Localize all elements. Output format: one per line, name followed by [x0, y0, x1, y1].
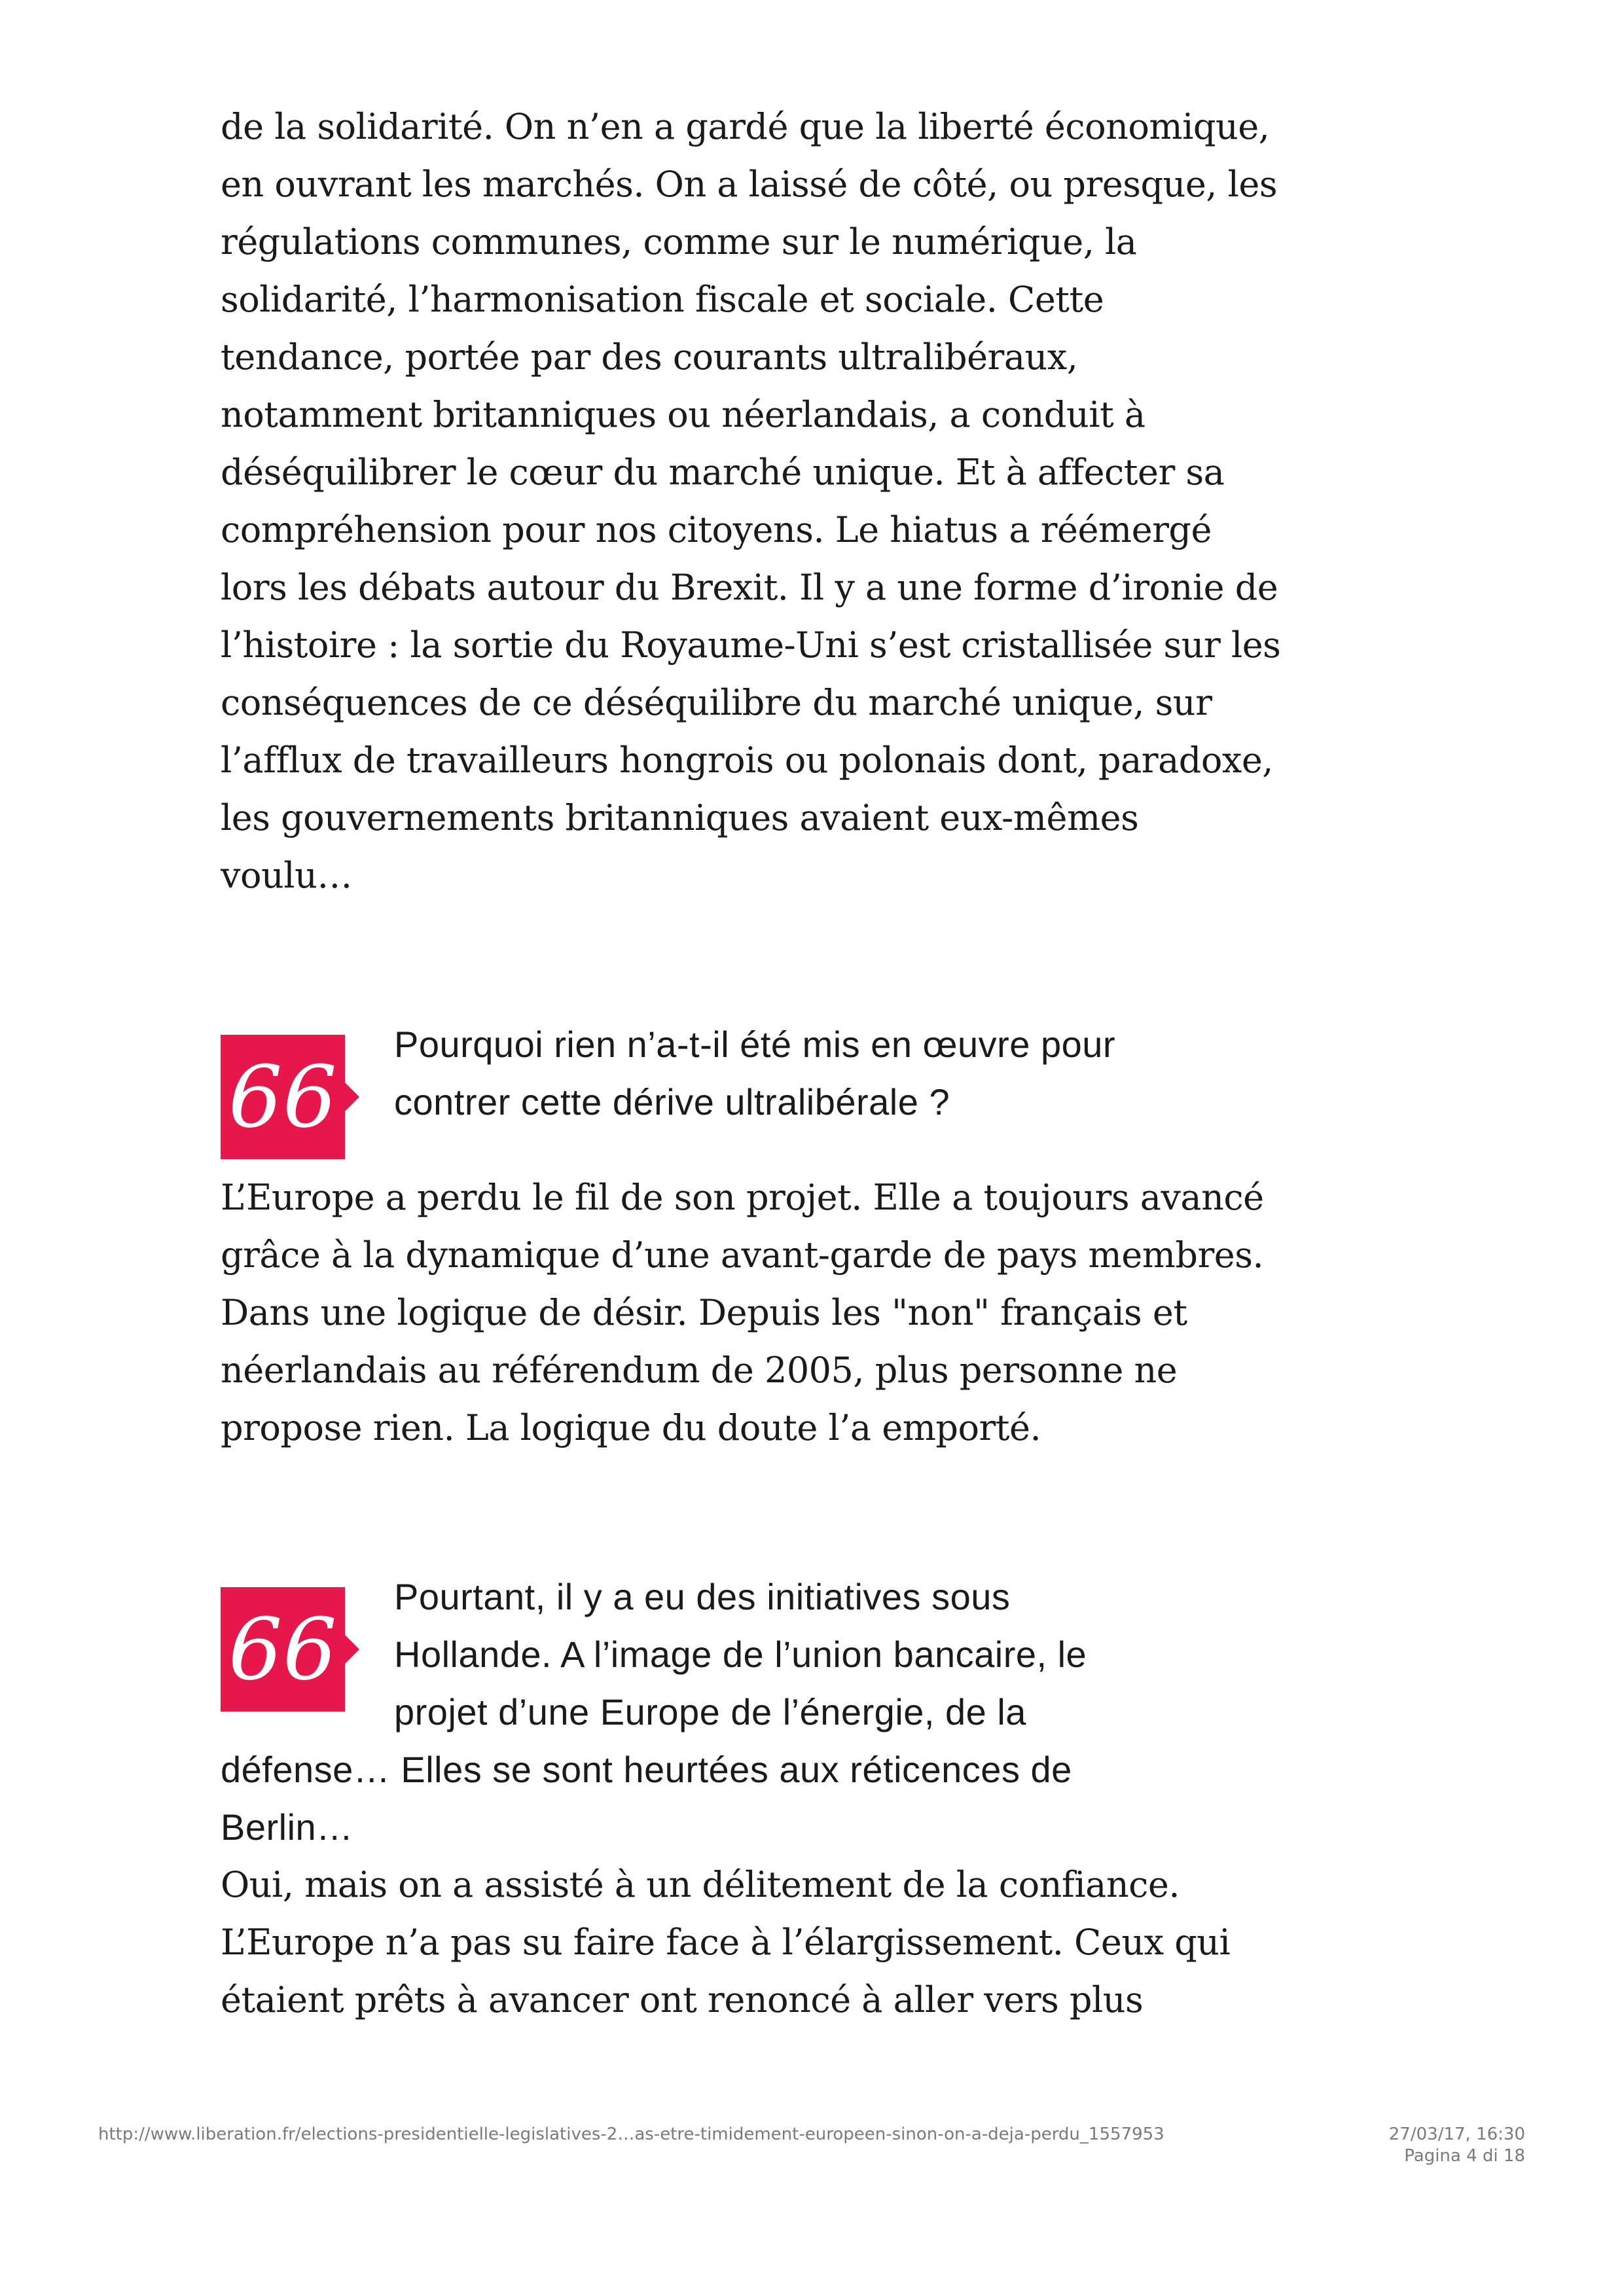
text-line: les gouvernements britanniques avaient eux-mêmes	[221, 797, 1139, 838]
text-line: compréhension pour nos citoyens. Le hiatus a réémergé	[221, 509, 1212, 550]
text-line: L’Europe n’a pas su faire face à l’élargissement. Ceux qui	[221, 1922, 1231, 1963]
text-line: lors les débats autour du Brexit. Il y a une forme d’ironie de	[221, 567, 1278, 608]
text-line: L’Europe a perdu le fil de son projet. Elle a toujours avancé	[221, 1177, 1264, 1218]
question-2	[221, 1568, 1281, 1856]
text-line: néerlandais au référendum de 2005, plus personne ne	[221, 1350, 1178, 1391]
text-line: voulu…	[221, 855, 352, 896]
quote-badge	[221, 1035, 345, 1159]
article-body	[221, 98, 1281, 2029]
question-line: projet d’une Europe de l’énergie, de la	[394, 1691, 1026, 1732]
question-line: Berlin…	[221, 1806, 353, 1848]
text-line: l’histoire : la sortie du Royaume-Uni s’est cristallisée sur les	[221, 624, 1281, 666]
question-line: contrer cette dérive ultralibérale ?	[394, 1081, 950, 1122]
text-line: l’afflux de travailleurs hongrois ou polonais dont, paradoxe,	[221, 740, 1273, 781]
text-line: conséquences de ce déséquilibre du marché unique, sur	[221, 682, 1212, 723]
paragraph-2	[221, 1169, 1281, 1457]
question-line: Pourquoi rien n’a-t-il été mis en œuvre pour	[394, 1024, 1116, 1065]
quote-icon: 66	[228, 1600, 338, 1699]
print-datetime: 27/03/17, 16:30	[1388, 2125, 1525, 2144]
text-line: Oui, mais on a assisté à un délitement de la confiance.	[221, 1864, 1180, 1905]
text-line: propose rien. La logique du doute l’a emporté.	[221, 1407, 1041, 1448]
question-line: défense… Elles se sont heurtées aux réticences de	[221, 1749, 1072, 1790]
text-line: régulations communes, comme sur le numérique, la	[221, 221, 1137, 262]
text-line: de la solidarité. On n’en a gardé que la liberté économique,	[221, 106, 1270, 147]
text-line: notamment britanniques ou néerlandais, a conduit à	[221, 394, 1146, 435]
source-url[interactable]: http://www.liberation.fr/elections-presidentielle-legislatives-2…as-etre-timidement-europeen-sinon-on-a-deja-perdu_1557953	[98, 2125, 1164, 2144]
print-meta	[1389, 2124, 1525, 2167]
text-line: Dans une logique de désir. Depuis les "non" français et	[221, 1292, 1187, 1333]
text-line: grâce à la dynamique d’une avant-garde de pays membres.	[221, 1234, 1264, 1276]
paragraph-1	[221, 98, 1281, 905]
text-line: solidarité, l’harmonisation fiscale et sociale. Cette	[221, 279, 1104, 320]
text-line: étaient prêts à avancer ont renoncé à aller vers plus	[221, 1979, 1144, 2020]
quote-icon: 66	[228, 1047, 338, 1147]
question-1	[221, 1016, 1281, 1147]
text-line: en ouvrant les marchés. On a laissé de côté, ou presque, les	[221, 164, 1278, 205]
paragraph-3	[221, 1856, 1281, 2029]
text-line: déséquilibrer le cœur du marché unique. Et à affecter sa	[221, 452, 1225, 493]
text-line: tendance, portée par des courants ultralibéraux,	[221, 336, 1078, 378]
quote-badge	[221, 1587, 345, 1712]
question-line: Hollande. A l’image de l’union bancaire, le	[394, 1634, 1087, 1675]
page-number: Pagina 4 di 18	[1404, 2146, 1525, 2166]
question-line: Pourtant, il y a eu des initiatives sous	[394, 1576, 1011, 1617]
